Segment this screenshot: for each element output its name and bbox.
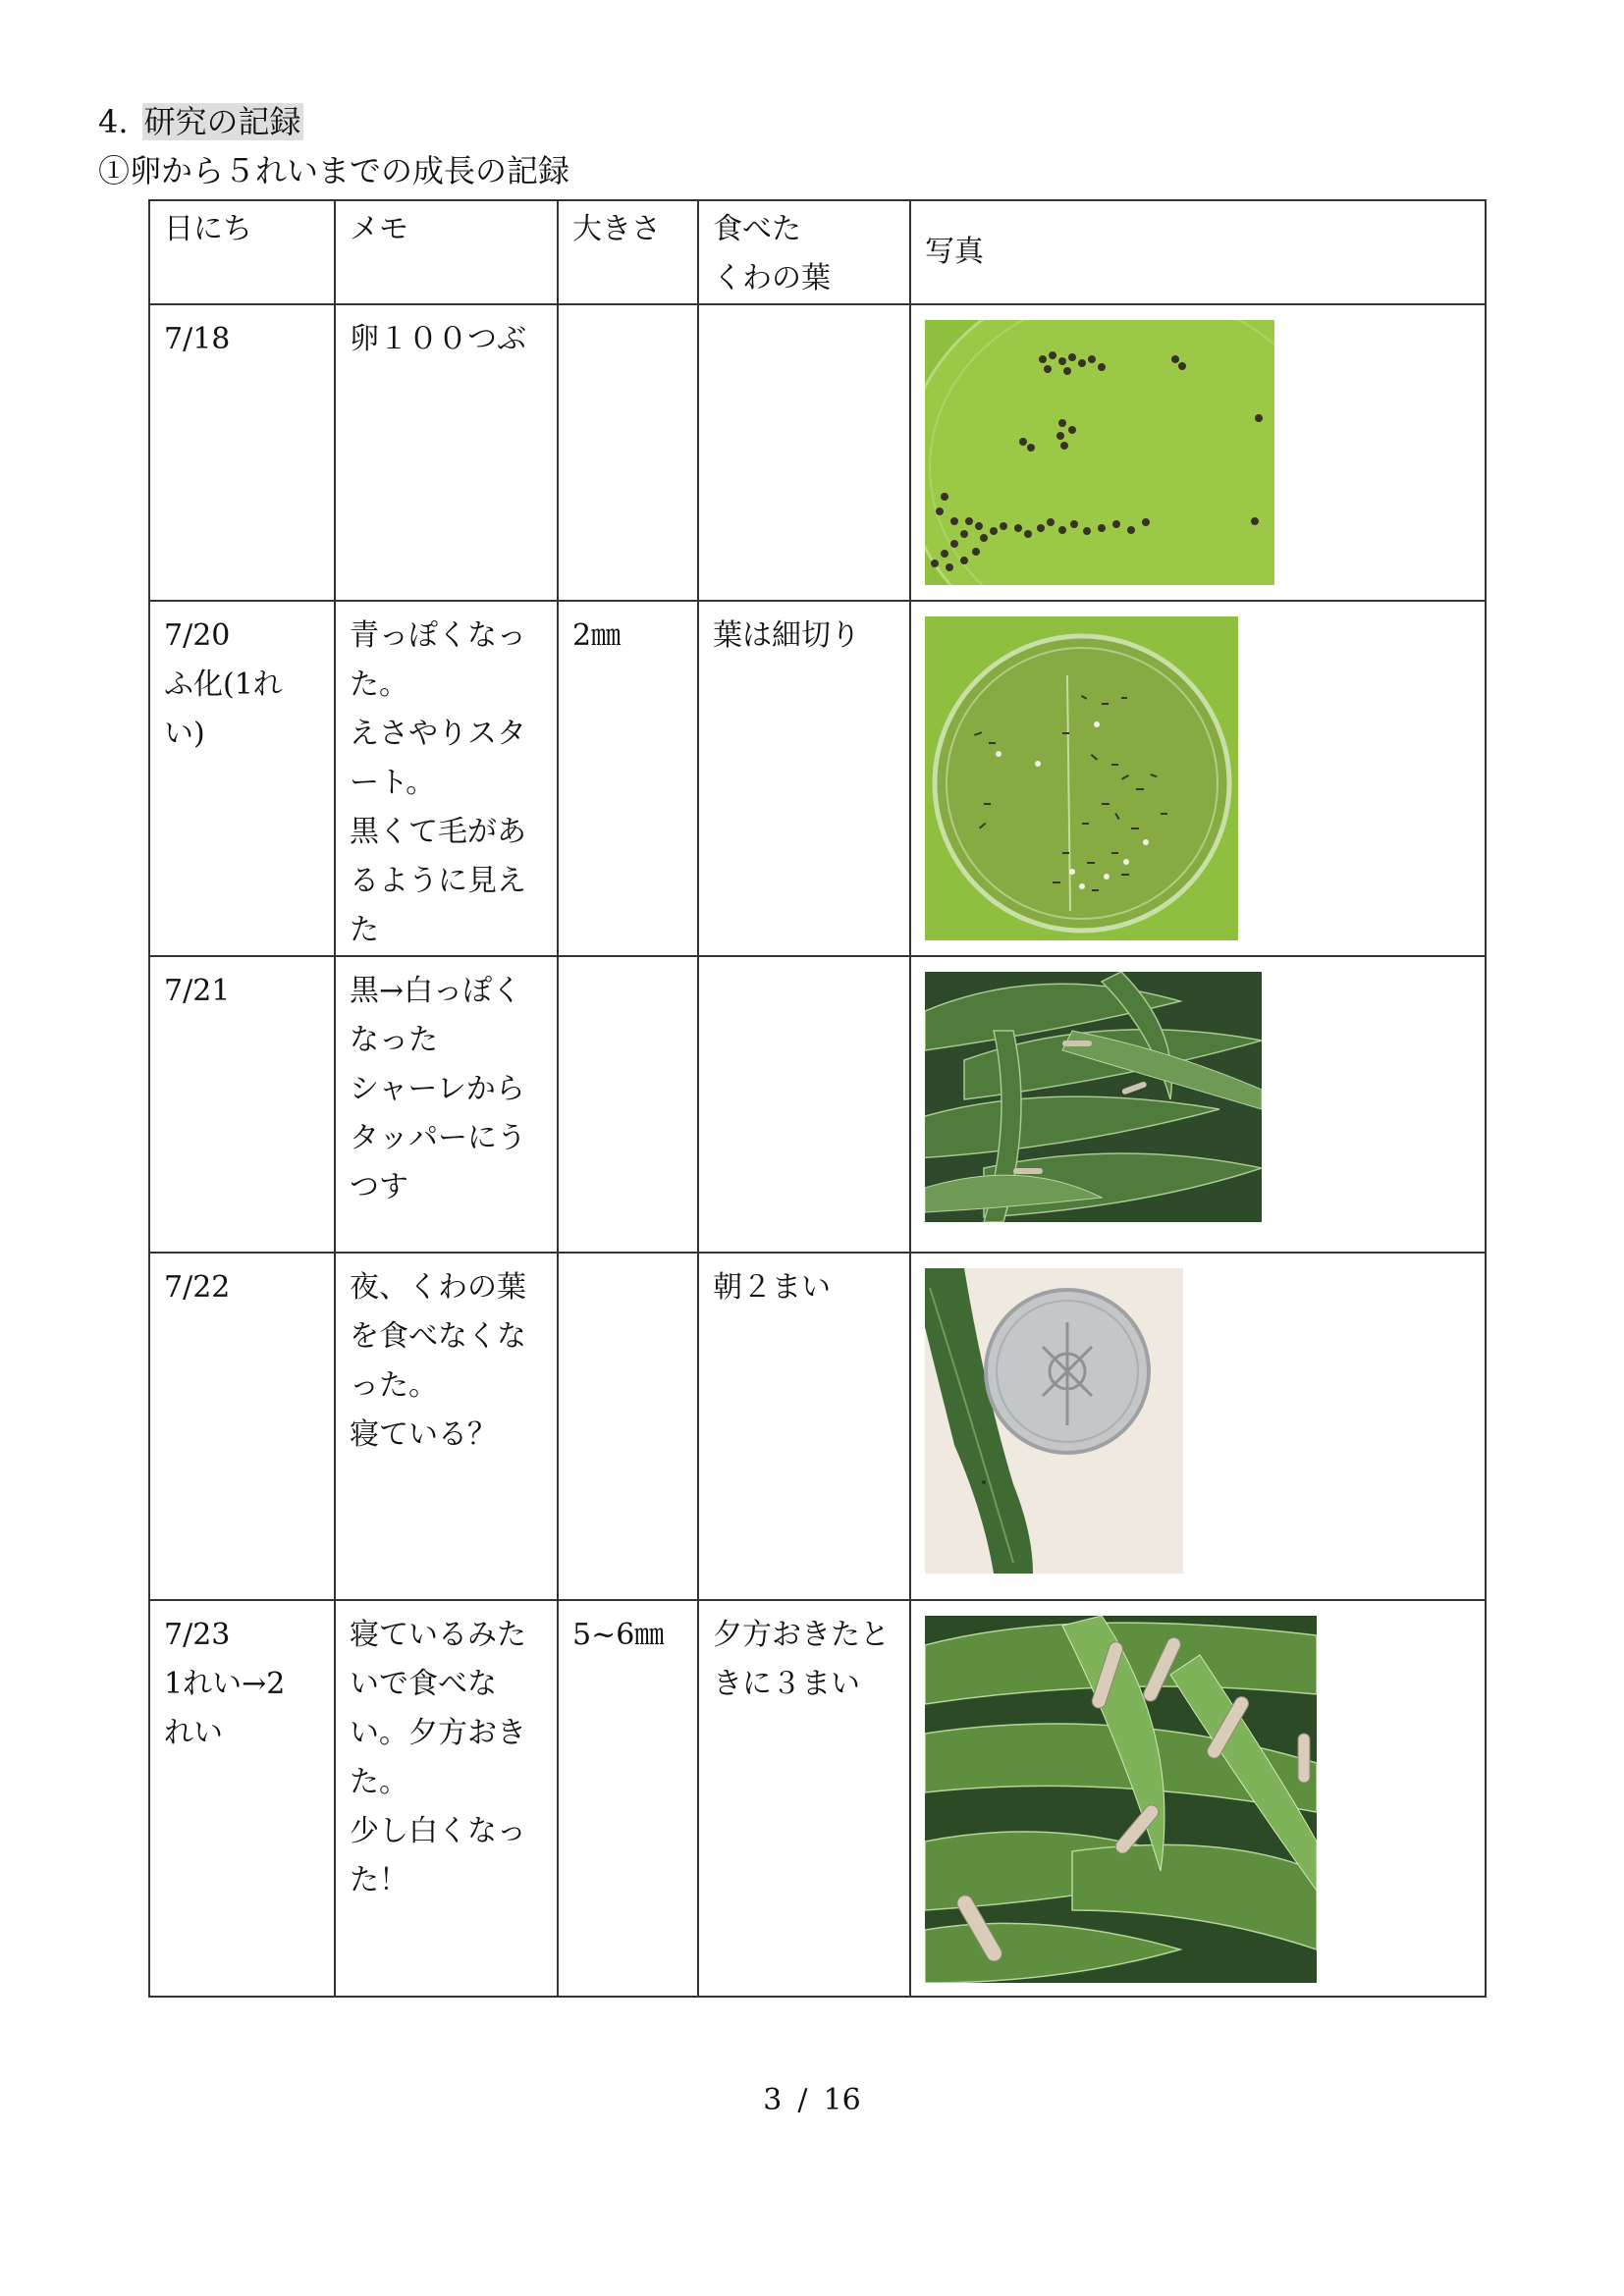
- cell-leaves: 朝２まい: [698, 1253, 910, 1600]
- page-current: 3: [763, 2083, 783, 2117]
- cell-memo: 寝ているみた いで食べな い。夕方おき た。 少し白くなっ た！: [335, 1600, 558, 1997]
- cell-leaves: 夕方おきたと きに３まい: [698, 1600, 910, 1997]
- photo-coin-and-leaf: [925, 1268, 1183, 1574]
- header-photo: 写真: [910, 200, 1486, 304]
- cell-size: [558, 304, 698, 601]
- page-number: [0, 2083, 1624, 2117]
- page-total: 16: [823, 2083, 861, 2117]
- header-memo: メモ: [335, 200, 558, 304]
- table-row: [149, 956, 1486, 1253]
- cell-photo: [910, 304, 1486, 601]
- growth-record-table: [148, 199, 1487, 1998]
- header-leaves: 食べた くわの葉: [698, 200, 910, 304]
- section-number: 4.: [98, 103, 129, 140]
- table-header-row: [149, 200, 1486, 304]
- cell-memo: 青っぽくなっ た。 えさやりスタ ート。 黒くて毛があ るように見え た: [335, 601, 558, 956]
- cell-memo: 黒→白っぽく なった シャーレから タッパーにう つす: [335, 956, 558, 1253]
- photo-eggs-in-dish: [925, 320, 1274, 585]
- cell-memo: 卵１００つぶ: [335, 304, 558, 601]
- cell-photo: [910, 601, 1486, 956]
- cell-size: 5~6㎜: [558, 1600, 698, 1997]
- table-row: [149, 304, 1486, 601]
- cell-date: 7/21: [149, 956, 335, 1253]
- cell-photo: [910, 1253, 1486, 1600]
- cell-size: [558, 1253, 698, 1600]
- cell-photo: [910, 956, 1486, 1253]
- cell-leaves: [698, 956, 910, 1253]
- cell-size: 2㎜: [558, 601, 698, 956]
- cell-date: 7/22: [149, 1253, 335, 1600]
- section-title: 研究の記録: [143, 103, 301, 140]
- table-row: [149, 601, 1486, 956]
- cell-leaves: 葉は細切り: [698, 601, 910, 956]
- cell-date: 7/23 1れい→2 れい: [149, 1600, 335, 1997]
- cell-date: 7/20 ふ化(1れ い): [149, 601, 335, 956]
- table-row: [149, 1253, 1486, 1600]
- page-separator: /: [797, 2083, 808, 2117]
- photo-silkworms-on-leaves: [925, 1616, 1317, 1983]
- cell-memo: 夜、くわの葉 を食べなくな った。 寝ている？: [335, 1253, 558, 1600]
- header-date: 日にち: [149, 200, 335, 304]
- photo-larvae-on-leaves: [925, 972, 1262, 1222]
- table-row: [149, 1600, 1486, 1997]
- photo-hatchlings-in-dish: [925, 616, 1238, 940]
- section-heading: [98, 102, 303, 141]
- subsection-title: ①卵から５れいまでの成長の記録: [98, 152, 570, 189]
- header-size: 大きさ: [558, 200, 698, 304]
- cell-date: 7/18: [149, 304, 335, 601]
- cell-photo: [910, 1600, 1486, 1997]
- cell-leaves: [698, 304, 910, 601]
- cell-size: [558, 956, 698, 1253]
